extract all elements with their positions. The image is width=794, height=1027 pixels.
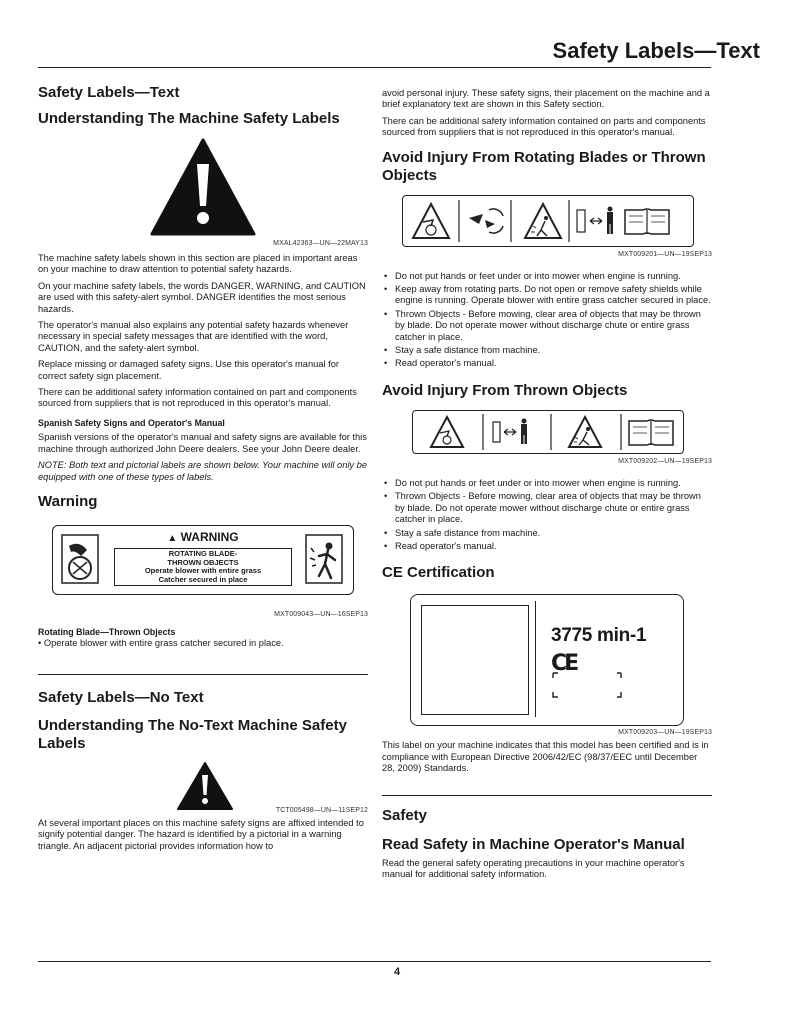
list-item: • Keep away from rotating parts. Do not open or remove safety shields while engine is running. Operate blower with entire grass catcher secured in place. — [382, 284, 712, 307]
rotating-parts-icon — [469, 209, 503, 233]
paragraph: The operator's manual also explains any potential safety hazards whenever necessary in special safety messages that are identified with the word, CAUTION, and the safety-alert symbol. — [38, 320, 349, 353]
ce-speed-rating: 3775 min-1 — [551, 625, 647, 647]
hand-blade-warning-icon — [413, 204, 449, 238]
operators-manual-icon — [629, 420, 673, 445]
safe-distance-icon — [577, 206, 613, 234]
safety-alert-symbol — [38, 136, 368, 238]
paragraph: There can be additional safety information contained on part and components sourced from suppliers that is not reproduced in this operator's manual. — [38, 387, 357, 409]
warning-line: THROWN OBJECTS — [167, 557, 239, 567]
warning-triangle-figure — [38, 761, 368, 811]
heading-understanding-no-text: Understanding The No-Text Machine Safety Labels — [38, 716, 347, 752]
hand-blade-warning-icon — [431, 417, 463, 447]
thrown-objects-icon — [305, 534, 343, 584]
warning-text-block — [108, 530, 298, 586]
paragraph: There can be additional safety information contained on parts and components sourced from suppliers that is not reproduced in this operator's manual. — [382, 115, 706, 138]
bullet-list-thrown — [382, 478, 712, 552]
figure-caption: MXT009202—UN—19SEP13 — [618, 457, 712, 465]
paragraph: • Operate blower with entire grass catcher secured in place. — [38, 638, 284, 649]
safe-distance-icon — [493, 418, 527, 444]
paragraph: Read the general safety operating precautions in your machine operator's manual for additional safety information. — [382, 857, 685, 879]
section-divider — [38, 674, 368, 675]
warning-label — [52, 525, 354, 595]
section-heading-no-text: Safety Labels—No Text — [38, 688, 204, 706]
section-heading-safety-labels-text: Safety Labels—Text — [38, 84, 180, 101]
thrown-objects-warning-icon — [525, 204, 561, 238]
warning-line: ROTATING BLADE- — [168, 548, 238, 558]
ce-mark: CE — [551, 651, 577, 677]
heading-read-safety: Read Safety in Machine Operator's Manual — [382, 835, 685, 853]
thrown-objects-warning-icon — [569, 417, 601, 447]
list-item: • Read operator's manual. — [382, 541, 712, 552]
figure-caption: MXAL42363—UN—22MAY13 — [273, 240, 368, 247]
warning-line: Operate blower with entire grass — [144, 566, 262, 576]
warning-triangle-icon — [148, 136, 258, 238]
warning-triangle-icon — [176, 761, 234, 811]
section-divider — [382, 795, 712, 796]
heading-understanding-labels: Understanding The Machine Safety Labels — [38, 110, 340, 127]
section-heading-safety: Safety — [382, 806, 428, 824]
alert-icon: ▲ — [167, 532, 178, 544]
warning-line: Catcher secured in place — [158, 574, 248, 584]
corner-marks-icon — [551, 671, 623, 699]
list-item: • Stay a safe distance from machine. — [382, 345, 712, 356]
figure-caption: MXT009203—UN—19SEP13 — [618, 729, 712, 737]
heading-rotating-blades: Avoid Injury From Rotating Blades or Thrown Objects — [382, 148, 706, 184]
page-number: 4 — [393, 966, 401, 978]
list-item: • Do not put hands or feet under or into mower when engine is running. — [382, 478, 712, 489]
pictorial-label-graphics — [403, 196, 693, 246]
figure-caption: MXT009201—UN—19SEP13 — [618, 250, 712, 258]
pictorial-label-thrown — [412, 410, 684, 454]
pictorial-label-graphics — [413, 411, 683, 453]
title-divider — [38, 67, 711, 68]
ce-label — [410, 594, 684, 726]
figure-caption: MXT009043—UN—16SEP13 — [274, 610, 368, 618]
page-title: Safety Labels—Text — [552, 38, 760, 63]
heading-thrown-objects: Avoid Injury From Thrown Objects — [382, 381, 628, 399]
left-column — [38, 76, 368, 852]
bullet-list-rotating — [382, 271, 712, 370]
pictorial-label-rotating — [402, 195, 694, 247]
paragraph: At several important places on this machine safety signs are affixed intended to signify potential danger. The hazard is identified by a pictorial in a warning triangle. An adjacent pictorial provides information how to — [38, 817, 364, 851]
heading-ce-certification: CE Certification — [382, 564, 495, 582]
subheading-spanish: Spanish Safety Signs and Operator's Manual — [38, 417, 225, 428]
paragraph: This label on your machine indicates that this model has been certified and is in compliance with European Directive 2006/42/EC (98/37/EEC until December 28, 2009) Standards. — [382, 740, 709, 774]
footer-divider — [38, 961, 711, 962]
list-item: • Thrown Objects - Before mowing, clear area of objects that may be thrown by blade. Do not operate mower without discharge chute or entire grass catcher in place. — [382, 491, 712, 525]
list-item: • Stay a safe distance from machine. — [382, 528, 712, 539]
paragraph: avoid personal injury. These safety signs, their placement on the machine and a brief explanatory text are shown in this Safety section. — [382, 88, 710, 110]
note: NOTE: Both text and pictorial labels are shown below. Your machine will only be equipped with one of these types of labels. — [38, 460, 368, 482]
list-item: • Read operator's manual. — [382, 358, 712, 369]
paragraph: Spanish versions of the operator's manual and safety signs are available for this machine through authorized John Deere dealers. See your John Deere dealer. — [38, 432, 367, 454]
section-heading-warning: Warning — [38, 492, 98, 510]
paragraph: Replace missing or damaged safety signs. Use this operator's manual for correct safety sign placement. — [38, 359, 339, 381]
list-item: • Thrown Objects - Before mowing, clear area of objects that may be thrown by blade. Do not operate mower without discharge chute or entire grass catcher in place. — [382, 309, 712, 343]
paragraph: On your machine safety labels, the words DANGER, WARNING, and CAUTION are used with this safety-alert symbol. DANGER identifies the most serious hazards. — [38, 280, 366, 314]
figure-caption: TCT005498—UN—11SEP12 — [275, 806, 368, 814]
ce-label-divider — [535, 601, 536, 717]
warning-title: ▲ WARNING — [167, 529, 239, 544]
list-item: • Do not put hands or feet under or into mower when engine is running. — [382, 271, 712, 282]
hand-blade-icon — [61, 534, 99, 584]
paragraph: The machine safety labels shown in this section are placed in important areas on your machine to draw attention to potential safety hazards. — [38, 253, 358, 275]
ce-label-blank-panel — [421, 605, 529, 715]
right-column — [382, 88, 712, 880]
operators-manual-icon — [625, 209, 669, 234]
subheading-rotating-blade: Rotating Blade—Thrown Objects — [38, 626, 176, 637]
